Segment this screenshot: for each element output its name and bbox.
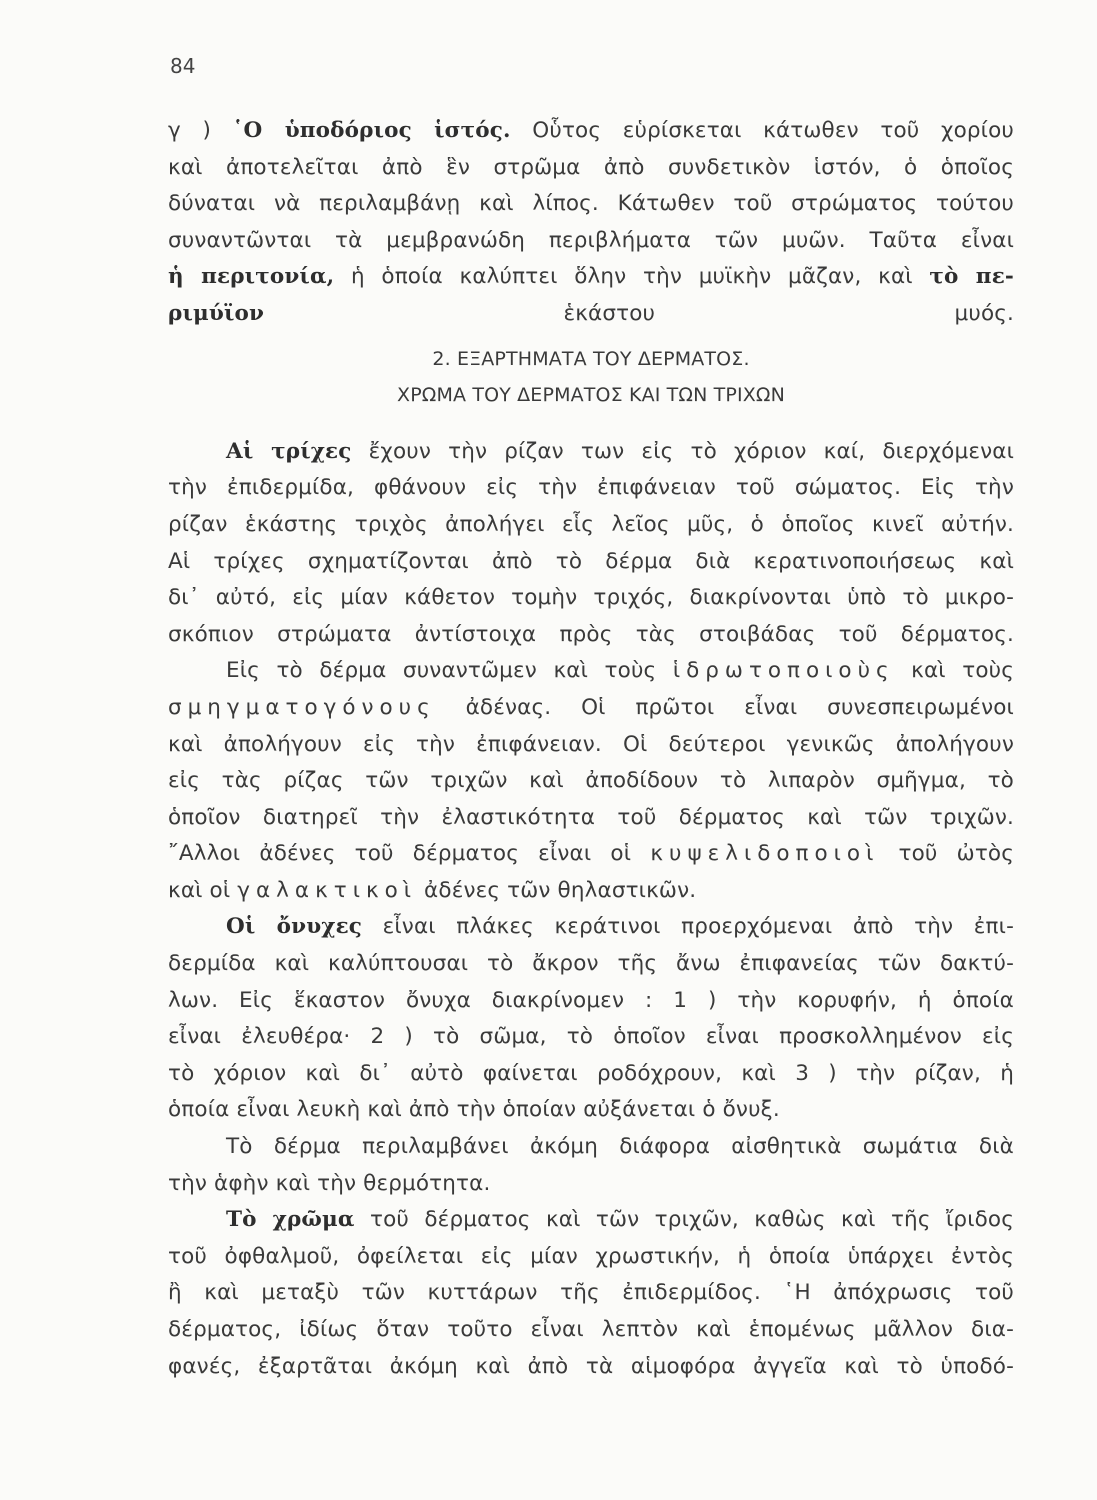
text-line [168, 580, 1014, 617]
text-line [168, 1056, 1014, 1093]
text-line [168, 259, 1014, 296]
text-line [168, 690, 1014, 727]
line-text: εἶναι πλάκες κεράτινοι προερχόμεναι ἀπὸ τὴν ἐπι- [362, 914, 1014, 940]
line-text: ρίζαν ἑκάστης τριχὸς ἀπολήγει εἷς λεῖος μῦς, ὁ ὁποῖος κινεῖ αὐτήν. [168, 511, 1014, 537]
text-line [168, 223, 1014, 260]
line-text: καὶ τοὺς [894, 658, 1015, 684]
bold-term: Τὸ χρῶμα [226, 1207, 355, 1233]
text-line [168, 653, 1014, 690]
line-text: τοῦ ὀφθαλμοῦ, ὀφείλεται εἰς μίαν χρωστικήν, ἡ ὁποία ὑπάρχει ἐντὸς [168, 1243, 1014, 1269]
line-text: φανές, ἐξαρτᾶται ἀκόμη καὶ ἀπὸ τὰ αἱμοφόρα ἀγγεῖα καὶ τὸ ὑποδό- [168, 1353, 1014, 1379]
spaced-term: κυψελιδοποιοὶ [650, 841, 880, 867]
line-text: τὴν ἐπιδερμίδα, φθάνουν εἰς τὴν ἐπιφάνειαν τοῦ σώματος. Εἰς τὴν [168, 475, 1014, 501]
bold-term: τὸ πε- [929, 264, 1014, 290]
line-text: Τὸ δέρμα περιλαμβάνει ἀκόμη διάφορα αἰσθητικὰ σωμάτια διὰ [226, 1134, 1014, 1160]
text-line [168, 1166, 1014, 1203]
text-line [168, 1202, 1014, 1239]
text-line [168, 150, 1014, 187]
line-text: ὁποία εἶναι λευκὴ καὶ ἀπὸ τὴν ὁποίαν αὐξάνεται ὁ ὄνυξ. [168, 1097, 780, 1123]
text-line [168, 296, 1014, 333]
line-text: ἀδένες τῶν θηλαστικῶν. [417, 877, 697, 903]
text-line [168, 909, 1014, 946]
text-line [168, 1129, 1014, 1166]
line-text: δι᾽ αὐτό, εἰς μίαν κάθετον τομὴν τριχός, διακρίνονται ὑπὸ τὸ μικρο- [168, 585, 1014, 611]
line-text: ἢ καὶ μεταξὺ τῶν κυττάρων τῆς ἐπιδερμίδος. ῾Η ἀπόχρωσις τοῦ [168, 1280, 1014, 1306]
text-line [168, 873, 1014, 910]
text-line [168, 763, 1014, 800]
line-text: ἀδένας. Οἱ πρῶτοι εἶναι συνεσπειρωμένοι [435, 694, 1014, 720]
text-line [168, 434, 1014, 471]
text-line [168, 113, 1014, 150]
line-text: λων. Εἰς ἕκαστον ὄνυχα διακρίνομεν : 1 ) τὴν κορυφήν, ἡ ὁποία [168, 987, 1014, 1013]
text-line [168, 617, 1014, 654]
line-text: γ ) [168, 118, 233, 143]
text-line [168, 836, 1014, 873]
text-line [168, 507, 1014, 544]
bold-term: Οἱ ὄνυχες [226, 914, 363, 940]
bold-term: ῾Ο ὑποδόριος ἱστός. [232, 118, 511, 143]
line-text: τὸ χόριον καὶ δι᾽ αὐτὸ φαίνεται ροδόχρουν, καὶ 3 ) τὴν ρίζαν, ἡ [168, 1060, 1014, 1086]
line-text: Οὗτος εὑρίσκεται κάτωθεν τοῦ χορίου [510, 118, 1014, 143]
bold-term: ριμύϊον [168, 300, 265, 326]
line-text: εἶναι ἐλευθέρα· 2 ) τὸ σῶμα, τὸ ὁποῖον εἶναι προσκολλημένον εἰς [168, 1024, 1014, 1050]
text-line [168, 800, 1014, 837]
line-text: Αἱ τρίχες σχηματίζονται ἀπὸ τὸ δέρμα διὰ κερατινοποιήσεως καὶ [168, 548, 1014, 574]
text-line [168, 186, 1014, 223]
section-subcutaneous-tissue [168, 113, 1014, 333]
line-text: δερμίδα καὶ καλύπτουσαι τὸ ἄκρον τῆς ἄνω ἐπιφανείας τῶν δακτύ- [168, 951, 1014, 977]
line-text: τοῦ ὠτὸς [879, 841, 1014, 867]
text-line [168, 1312, 1014, 1349]
spaced-term: ἱδρωτοποιοὺς [672, 658, 895, 684]
page-number: 84 [170, 54, 196, 78]
line-text: ἔχουν τὴν ρίζαν των εἰς τὸ χόριον καί, διερχόμεναι [351, 438, 1014, 464]
text-line [168, 727, 1014, 764]
line-text: καὶ οἱ [168, 877, 238, 903]
text-line [168, 1092, 1014, 1129]
text-line [168, 1275, 1014, 1312]
line-text: συναντῶνται τὰ μεμβρανώδη περιβλήματα τῶν μυῶν. Ταῦτα εἶναι [168, 227, 1014, 253]
bold-term: Αἱ τρίχες [226, 438, 352, 464]
line-text: δύναται νὰ περιλαμβάνῃ καὶ λίπος. Κάτωθεν τοῦ στρώματος τούτου [168, 191, 1014, 217]
text-line [168, 470, 1014, 507]
text-line [168, 544, 1014, 581]
line-text: σκόπιον στρώματα ἀντίστοιχα πρὸς τὰς στοιβάδας τοῦ δέρματος. [168, 621, 1014, 647]
text-line [168, 1349, 1014, 1386]
line-text: ἑκάστου μυός. [264, 300, 1014, 326]
line-text: εἰς τὰς ρίζας τῶν τριχῶν καὶ ἀποδίδουν τὸ λιπαρὸν σμῆγμα, τὸ [168, 768, 1014, 794]
spaced-term: σμηγματογόνους [168, 694, 436, 720]
line-text: Εἰς τὸ δέρμα συναντῶμεν καὶ τοὺς [226, 658, 673, 684]
bold-term: ἡ περιτονία, [168, 264, 335, 290]
line-text: καὶ ἀπολήγουν εἰς τὴν ἐπιφάνειαν. Οἱ δεύτεροι γενικῶς ἀπολήγουν [168, 731, 1014, 757]
text-line [168, 946, 1014, 983]
line-text: καὶ ἀποτελεῖται ἀπὸ ἓν στρῶμα ἀπὸ συνδετικὸν ἱστόν, ὁ ὁποῖος [168, 154, 1014, 180]
spaced-term: γαλακτικοὶ [237, 877, 418, 903]
section-heading-line-2: ΧΡΩΜΑ ΤΟΥ ΔΕΡΜΑΤΟΣ ΚΑΙ ΤΩΝ ΤΡΙΧΩΝ [397, 384, 785, 407]
text-line [168, 983, 1014, 1020]
line-text: τοῦ δέρματος καὶ τῶν τριχῶν, καθὼς καὶ τῆς ἴριδος [354, 1207, 1014, 1233]
line-text: ῎Αλλοι ἀδένες τοῦ δέρματος εἶναι οἱ [168, 841, 651, 867]
line-text: ὁποῖον διατηρεῖ τὴν ἐλαστικότητα τοῦ δέρματος καὶ τῶν τριχῶν. [168, 804, 1014, 830]
section-heading-line-1: 2. ΕΞΑΡΤΗΜΑΤΑ ΤΟΥ ΔΕΡΜΑΤΟΣ. [432, 347, 750, 370]
page-text [168, 113, 1014, 1385]
line-text: ἡ ὁποία καλύπτει ὅλην τὴν μυϊκὴν μᾶζαν, καὶ [334, 264, 930, 290]
text-line [168, 1239, 1014, 1276]
line-text: τὴν ἁφὴν καὶ τὴν θερμότητα. [168, 1170, 491, 1196]
line-text: δέρματος, ἰδίως ὅταν τοῦτο εἶναι λεπτὸν καὶ ἑπομένως μᾶλλον δια- [168, 1317, 1014, 1342]
body-paragraphs [168, 434, 1014, 1385]
text-line [168, 1019, 1014, 1056]
